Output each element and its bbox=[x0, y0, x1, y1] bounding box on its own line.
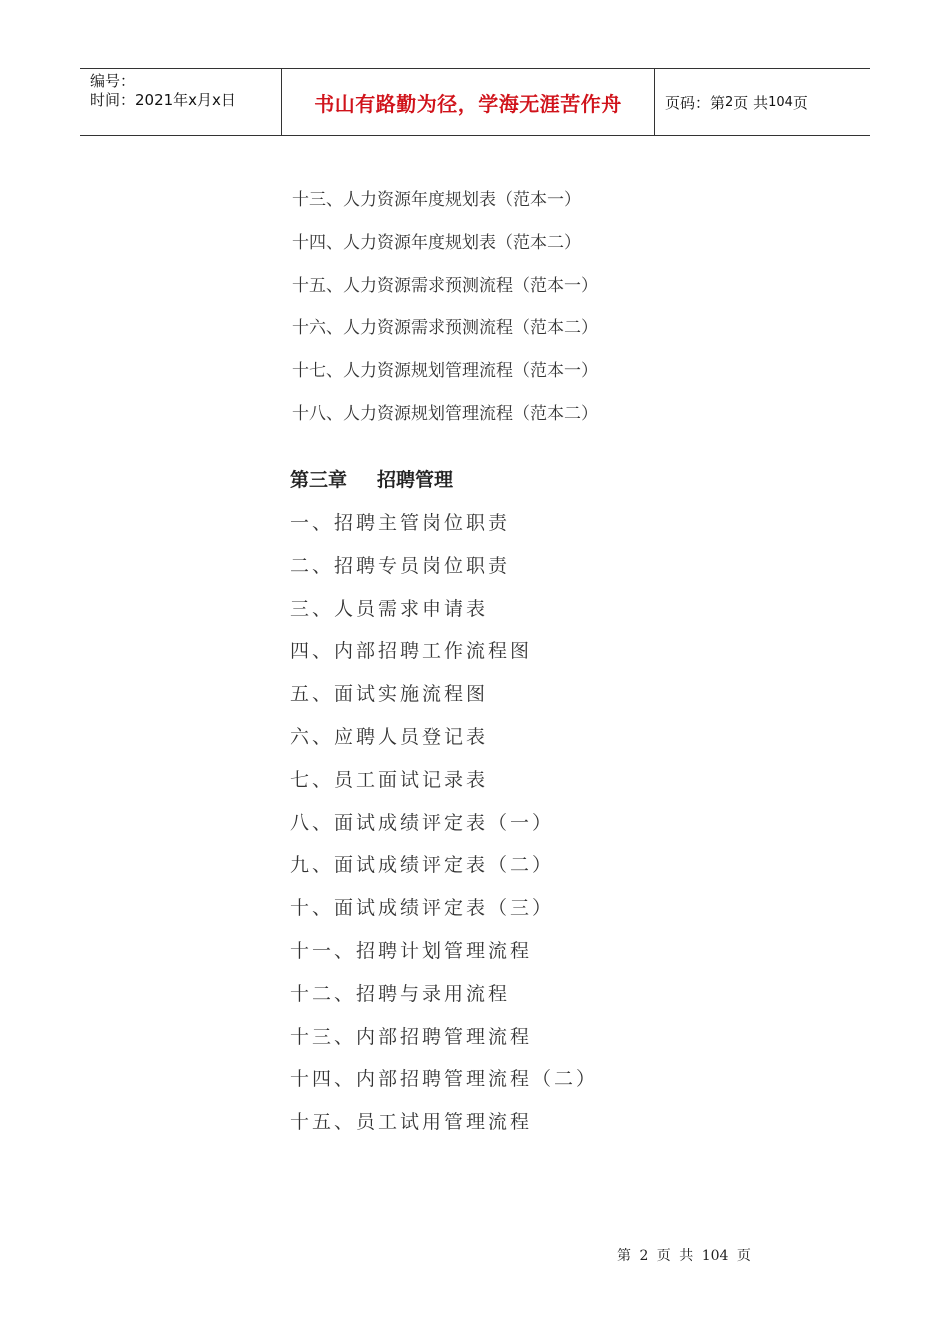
list-item: 六、应聘人员登记表 bbox=[290, 725, 489, 748]
header-meta bbox=[80, 69, 282, 135]
list-item: 十三、内部招聘管理流程 bbox=[290, 1025, 533, 1048]
list-item: 二、招聘专员岗位职责 bbox=[290, 554, 511, 577]
chapter-heading bbox=[290, 462, 453, 498]
list-item: 十、面试成绩评定表（三） bbox=[290, 897, 555, 920]
list-item: 七、员工面试记录表 bbox=[290, 768, 489, 791]
list-item: 十七、人力资源规划管理流程（范本一） bbox=[292, 361, 598, 382]
header-page-info bbox=[655, 69, 870, 135]
list-item: 十二、招聘与录用流程 bbox=[290, 982, 511, 1005]
chapter-title: 招聘管理 bbox=[377, 469, 454, 491]
page-label-prefix: 页码：第 bbox=[665, 93, 726, 112]
page-label-suffix: 页 bbox=[792, 93, 808, 112]
list-item: 十四、内部招聘管理流程（二） bbox=[290, 1068, 599, 1091]
serial-label: 编号： bbox=[90, 72, 136, 90]
page-footer: 第 2 页 共 104 页 bbox=[617, 1248, 751, 1264]
list-item: 五、面试实施流程图 bbox=[290, 683, 489, 706]
header-motto: 书山有路勤为径，学海无涯苦作舟 bbox=[282, 69, 655, 135]
list-item: 八、面试成绩评定表（一） bbox=[290, 811, 555, 834]
list-item: 十五、人力资源需求预测流程（范本一） bbox=[292, 275, 598, 296]
list-item: 十四、人力资源年度规划表（范本二） bbox=[292, 232, 581, 253]
chapter-three-list bbox=[290, 505, 598, 1147]
list-item: 四、内部招聘工作流程图 bbox=[290, 640, 533, 663]
list-item: 十八、人力资源规划管理流程（范本二） bbox=[292, 403, 598, 424]
list-item: 十六、人力资源需求预测流程（范本二） bbox=[292, 318, 598, 339]
list-item: 十五、员工试用管理流程 bbox=[290, 1111, 533, 1134]
list-item: 十三、人力资源年度规划表（范本一） bbox=[292, 190, 581, 210]
list-item: 一、招聘主管岗位职责 bbox=[290, 512, 511, 534]
list-item: 十一、招聘计划管理流程 bbox=[290, 939, 533, 962]
chapter-number: 第三章 bbox=[290, 469, 348, 491]
page-total: 104 bbox=[768, 94, 793, 110]
page-current: 2 bbox=[725, 94, 734, 110]
page-label-mid: 页 共 bbox=[733, 93, 769, 112]
time-label: 时间：2021年x月x日 bbox=[90, 91, 236, 109]
list-item: 九、面试成绩评定表（二） bbox=[290, 854, 555, 877]
previous-chapter-list bbox=[292, 182, 598, 439]
page-header bbox=[80, 68, 870, 136]
list-item: 三、人员需求申请表 bbox=[290, 597, 489, 620]
